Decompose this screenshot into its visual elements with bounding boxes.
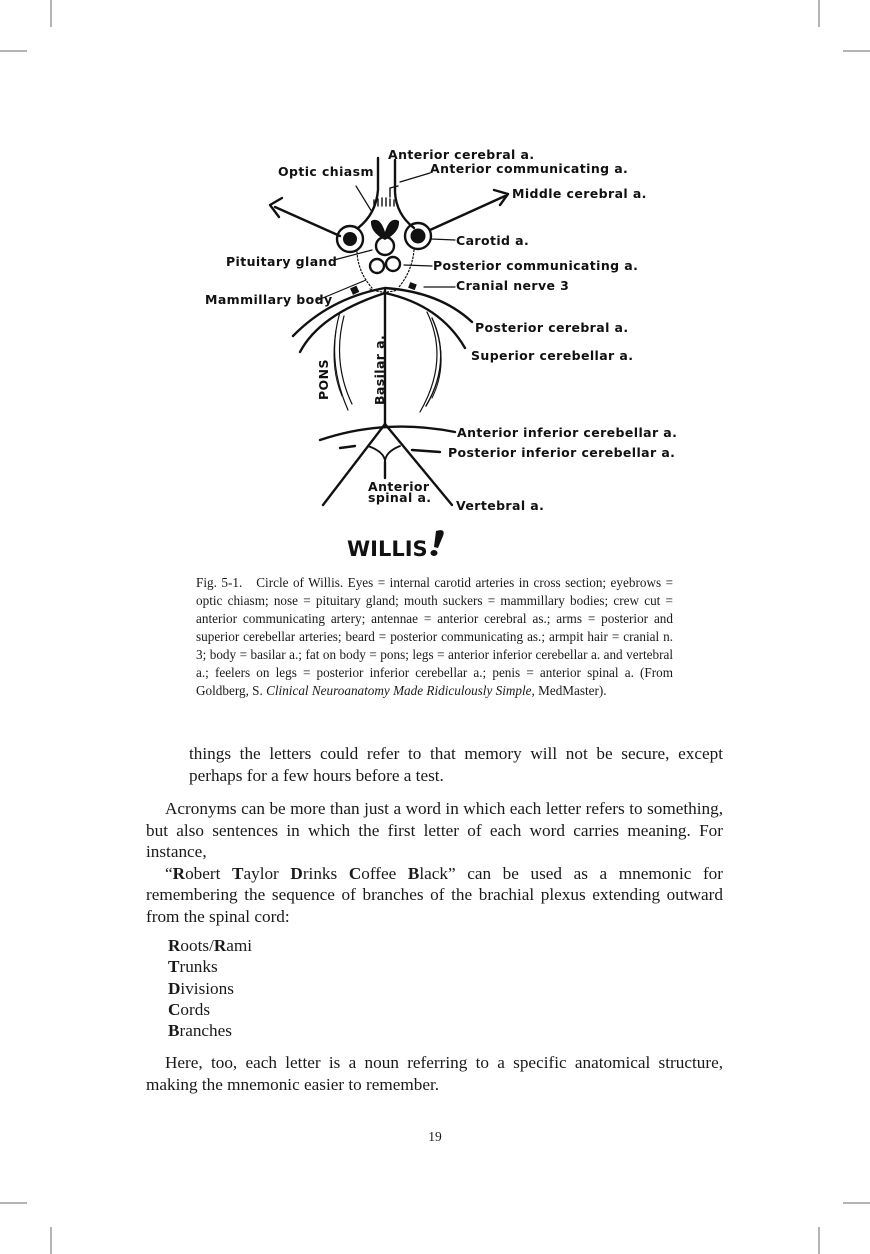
crop-mark-bottom-left-horizontal [0,1202,27,1204]
initial: R [213,936,227,955]
label-anterior-spinal-line1: Anterior [368,479,430,494]
circle-of-willis-diagram [190,135,690,565]
label-anterior-inferior-cerebellar: Anterior inferior cerebellar a. [457,425,678,440]
word-rest: ords [180,999,211,1019]
crop-mark-top-right-vertical [818,0,820,27]
label-middle-cerebral: Middle cerebral a. [512,186,647,201]
label-posterior-inferior-cerebellar: Posterior inferior cerebellar a. [448,445,676,460]
initial: D [290,863,303,883]
word-rest: aylor [243,863,291,883]
label-posterior-communicating: Posterior communicating a. [433,258,639,273]
circle-of-willis-figure [190,135,690,565]
crop-mark-bottom-left-vertical [50,1227,52,1254]
exclamation-mark-icon [431,530,444,556]
paragraph-acronyms: Acronyms can be more than just a word in which each letter refers to something, but also sentences in which the first letter of each word carries meaning. For instance, [146,799,723,861]
page-number: 19 [428,1129,442,1144]
figure-number: Fig. 5-1. [196,575,243,590]
label-anterior-spinal-line2: spinal a. [368,490,432,505]
label-cranial-nerve-3: Cranial nerve 3 [456,278,570,293]
label-pons: PONS [316,359,331,400]
label-basilar: Basilar a. [372,334,387,405]
list-item [168,935,252,956]
list-item [168,1020,252,1041]
figure-caption [196,574,673,700]
word-rest: obert [185,863,232,883]
caption-book-title: Clinical Neuroanatomy Made Ridiculously Simple, [266,683,535,698]
open-quote: “ [165,863,173,883]
label-optic-chiasm: Optic chiasm [278,164,374,179]
label-carotid: Carotid a. [456,233,530,248]
label-anterior-communicating: Anterior communicating a. [430,161,629,176]
label-superior-cerebellar: Superior cerebellar a. [471,348,634,363]
label-posterior-cerebral: Posterior cerebral a. [475,320,629,335]
closing-text-block [146,1052,723,1095]
initial: C [348,863,362,883]
word-rest: ivisions [180,978,234,998]
caption-text: Circle of Willis. Eyes = internal carotid arteries in cross section; eyebrows = optic chiasm; nose = pituitary gland; mouth suckers = mammillary bodies; crew cut = anterior communicating artery; antennae = anterior cerebral as.; arms = posterior and superior cerebellar arteries; beard = posterior communicating as.; armpit hair = cranial n. 3; body = basilar a.; fat on body = pons; legs = anterior inferior cerebellar a. and vertebral a.; feelers on legs = posterior inferior cerebellar a.; penis = anterior spinal a. (From Goldberg, S. [196,575,674,698]
list-item [168,978,252,999]
crop-mark-top-left-vertical [50,0,52,27]
crop-mark-top-left-horizontal [0,50,27,52]
initial: C [168,999,181,1019]
initial: R [168,936,181,955]
list-item [168,999,252,1020]
mnemonic-explanation: ” can be used as a mnemonic for remembering the sequence of branches of the brachial plexus extending outward from the spinal cord: [146,863,723,926]
initial: R [172,863,186,883]
crop-mark-top-right-horizontal [843,50,870,52]
list-item [168,956,252,977]
label-vertebral: Vertebral a. [456,498,545,513]
crop-mark-bottom-right-horizontal [843,1202,870,1204]
paragraph-closing: Here, too, each letter is a noun referring to a specific anatomical structure, making the mnemonic easier to remember. [146,1053,723,1094]
initial: B [407,863,420,883]
word-rest: lack [419,863,448,883]
label-pituitary-gland: Pituitary gland [226,254,338,269]
label-mammillary-body: Mammillary body [205,292,333,307]
initial: B [168,1021,180,1041]
initial: T [232,863,244,883]
initial: T [168,957,180,977]
word-rest: oots/ [180,936,214,955]
word-rest: offee [361,863,408,883]
caption-publisher: MedMaster). [534,683,607,698]
initial: D [168,978,181,998]
word-rest: runks [179,957,218,977]
continued-paragraph: things the letters could refer to that memory will not be secure, except perhaps for a few hours before a test. [189,744,723,785]
word-rest: rinks [302,863,349,883]
word-rest: ranches [179,1021,232,1041]
figure-title-willis: WILLIS [347,537,428,561]
label-anterior-cerebral: Anterior cerebral a. [388,147,535,162]
body-text-block [146,798,723,927]
word-rest: ami [226,936,253,955]
mnemonic-list [168,935,252,1041]
crop-mark-bottom-right-vertical [818,1227,820,1254]
paragraph-mnemonic-example [146,863,723,928]
